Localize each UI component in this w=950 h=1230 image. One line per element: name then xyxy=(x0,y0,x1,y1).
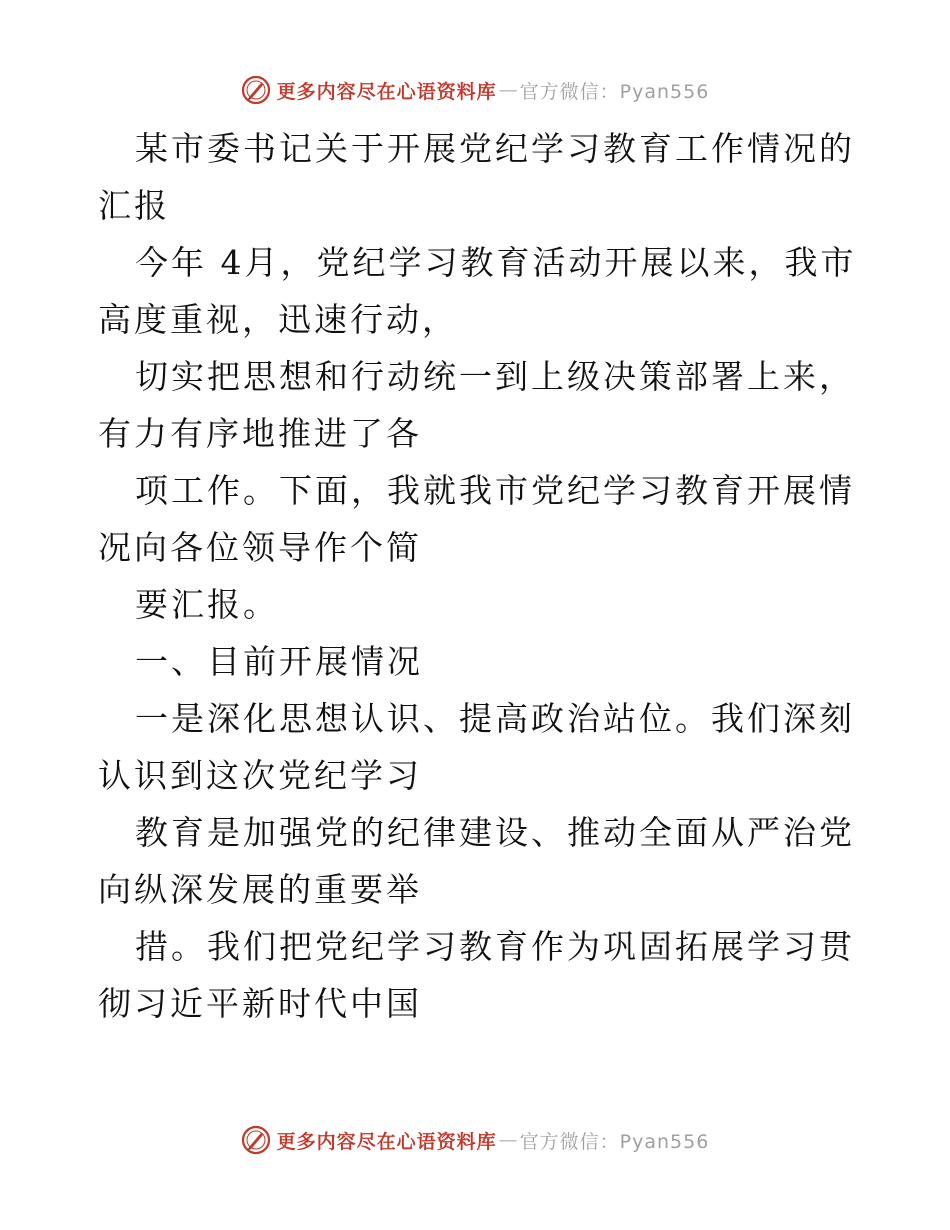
paragraph: 项工作。下面，我就我市党纪学习教育开展情况向各位领导作个简 xyxy=(98,471,855,567)
document-body xyxy=(98,120,858,1032)
document-title: 某市委书记关于开展党纪学习教育工作情况的汇报 xyxy=(98,129,855,225)
site-name-text: 更多内容尽在心语资料库 xyxy=(276,1130,497,1153)
paragraph: 切实把思想和行动统一到上级决策部署上来，有力有序地推进了各 xyxy=(98,357,855,453)
section-heading: 一、目前开展情况 xyxy=(135,642,423,681)
banner-separator: — xyxy=(498,79,518,101)
paragraph: 教育是加强党的纪律建设、推动全面从严治党向纵深发展的重要举 xyxy=(98,813,855,909)
quill-pen-logo-icon xyxy=(241,1125,271,1155)
quill-pen-logo-icon xyxy=(241,75,271,105)
header-watermark-banner xyxy=(0,70,950,110)
paragraph: 要汇报。 xyxy=(135,585,279,624)
paragraph: 措。我们把党纪学习教育作为巩固拓展学习贯彻习近平新时代中国 xyxy=(98,927,855,1023)
site-name-text: 更多内容尽在心语资料库 xyxy=(276,80,497,103)
wechat-contact-text: 官方微信：Pyan556 xyxy=(519,1130,710,1153)
paragraph: 今年 4月，党纪学习教育活动开展以来，我市高度重视，迅速行动， xyxy=(98,243,857,339)
footer-watermark-banner xyxy=(0,1120,950,1160)
wechat-contact-text: 官方微信：Pyan556 xyxy=(519,80,710,103)
paragraph: 一是深化思想认识、提高政治站位。我们深刻认识到这次党纪学习 xyxy=(98,699,855,795)
banner-separator: — xyxy=(498,1129,518,1151)
